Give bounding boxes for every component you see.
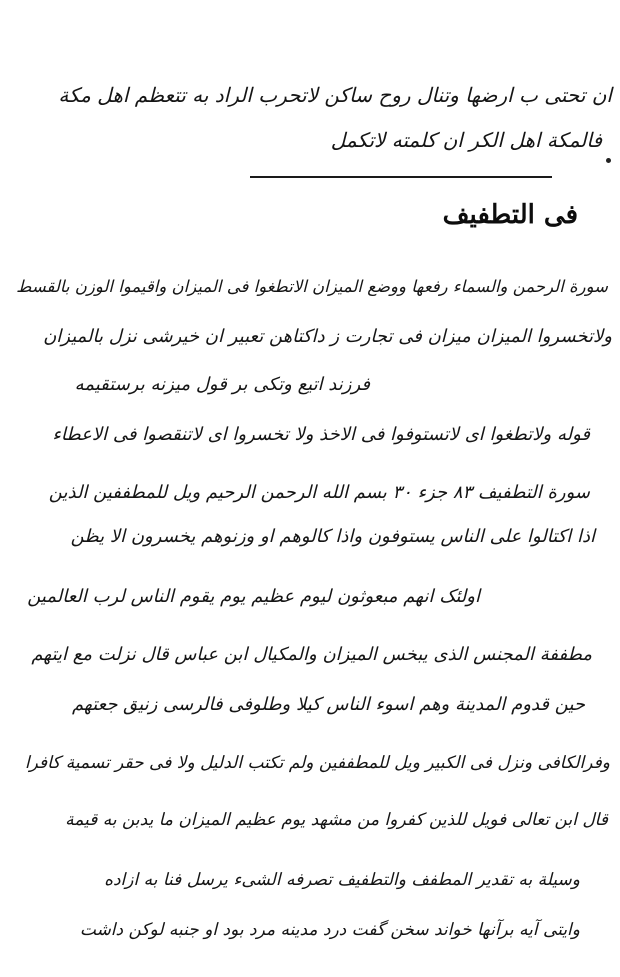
section-heading: فی التطفیف [442,200,578,230]
body-line-13: وایتی آیه برآنها خواند سخن گفت درد مدینه مرد بود او جنبه لوکن داشت [79,920,580,940]
body-line-11: قال ابن تعالی فویل للذین کفروا من مشهد یوم عظیم المیزان ما یدبن به قیمة [65,810,608,830]
body-line-2: ولاتخسروا المیزان میزان فی تجارت ز داکتاهن تعبیر ان خیرشی نزل بالمیزان [43,326,612,347]
body-line-4: قوله ولاتطغوا ای لاتستوفوا فی الاخذ ولا تخسروا ای لاتنقصوا فی الاعطاء [52,424,590,445]
body-line-1: سورة الرحمن والسماء رفعها ووضع المیزان الاتطغوا فی المیزان واقیموا الوزن بالقسط [16,277,608,296]
body-line-10: وفرالکافی ونزل فی الکبیر ویل للمطففین ولم تکتب الدلیل ولا فی حقر تسمیة کافرا [24,753,610,773]
top-line-2: فالمکة اهل الکر ان کلمته لاتکمل [330,128,602,152]
top-line-1: ان تحتی ب ارضها وتنال روح ساکن لاتحرب الراد به تتعظم اهل مکة [58,83,612,107]
body-line-7: اولئک انهم مبعوثون لیوم عظیم یوم یقوم الناس لرب العالمین [27,586,480,607]
body-line-12: وسیلة به تقدیر المطفف والتطفیف تصرفه الشیء یرسل فنا به ازاده [104,870,580,890]
separator-rule [250,176,552,178]
body-line-9: حین قدوم المدینة وهم اسوء الناس کیلا وطلوفی فالرسی زنیق جعتهم [71,694,585,715]
body-line-5: سورة التطفیف ۸۳ جزء ۳۰ بسم الله الرحمن الرحیم ویل للمطففین الذین [48,482,590,503]
ink-mark [606,158,611,163]
body-line-8: مطففة المجنس الذی یبخس المیزان والمکیال ابن عباس قال نزلت مع ایتهم [31,644,592,665]
body-line-3: فرزند اتیع وتکی بر قول میزنه برستقیمه [74,374,370,395]
body-line-6: اذا اکتالوا علی الناس یستوفون واذا کالوهم او وزنوهم یخسرون الا یظن [70,526,595,547]
